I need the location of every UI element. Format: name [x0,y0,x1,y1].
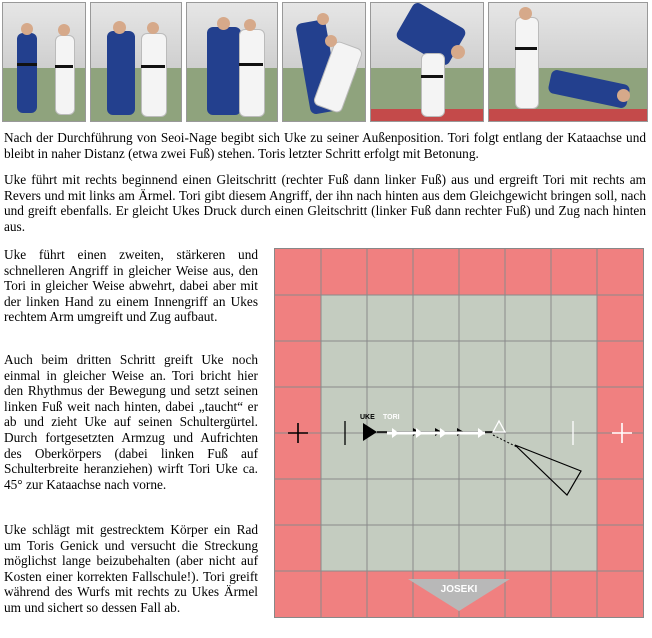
photo-step-2 [90,2,182,122]
tori-label: TORI [383,414,400,421]
paragraph-intro: Nach der Durchführung von Seoi-Nage begibt sich Uke zu seiner Außenposition. Tori folgt entlang der Kataachse und bleibt in naher Distanz (etwa zwei Fuß) stehen. Toris letzter Schritt erfolgt mit Betonung. [4,130,646,161]
photo-step-5 [370,2,484,122]
photo-step-4 [282,2,366,122]
tatami-diagram-svg [275,249,643,617]
paragraph-third-step: Auch beim dritten Schritt greift Uke noch einmal in gleicher Weise an. Tori bricht hier den Rhythmus der Bewegung und setzt seinen linken Fuß weit nach hinten, dabei „taucht“ er ab und zieht Uke auf seinen Schultergürtel. Durch fortgesetzten Armzug und Aufrichten des Oberkörpers (dabei linken Fuß auf Schulterbreite heranziehen) wirft Tori Uke ca. 45° zur Kataachse nach vorne. [4,352,258,492]
photo-step-1 [2,2,86,122]
photo-step-6 [488,2,648,122]
paragraph-second-step: Uke führt einen zweiten, stärkeren und schnelleren Angriff in gleicher Weise aus, den Tori in gleicher Weise abwehrt, dabei aber mit der linken Hand zu einem Innengriff an Ukes rechtem Arm umgreift und Zug aufbaut. [4,247,258,325]
tatami-diagram [274,248,644,618]
uke-label: UKE [360,414,375,421]
photo-strip [2,2,648,122]
paragraph-fall: Uke schlägt mit gestrecktem Körper ein Rad um Toris Genick und versucht die Streckung möglichst lange beizubehalten (aber nicht auf Kosten einer korrekten Fallschule!). Tori greift während des Wurfs mit rechts zu Ukes Ärmel um und sichert so dessen Fall ab. [4,522,258,615]
joseki-label: JOSEKI [440,584,478,595]
photo-step-3 [186,2,278,122]
paragraph-first-step: Uke führt mit rechts beginnend einen Gleitschritt (rechter Fuß dann linker Fuß) aus und ergreift Tori mit rechts am Revers und mit links am Ärmel. Tori gibt diesem Angriff, der ihn nach hinten aus dem Gleichgewicht bringen soll, nach und greift ebenfalls. Er gleicht Ukes Druck durch einen Gleitschritt (linker Fuß dann rechter Fuß) und Zug nach hinten aus. [4,172,646,234]
